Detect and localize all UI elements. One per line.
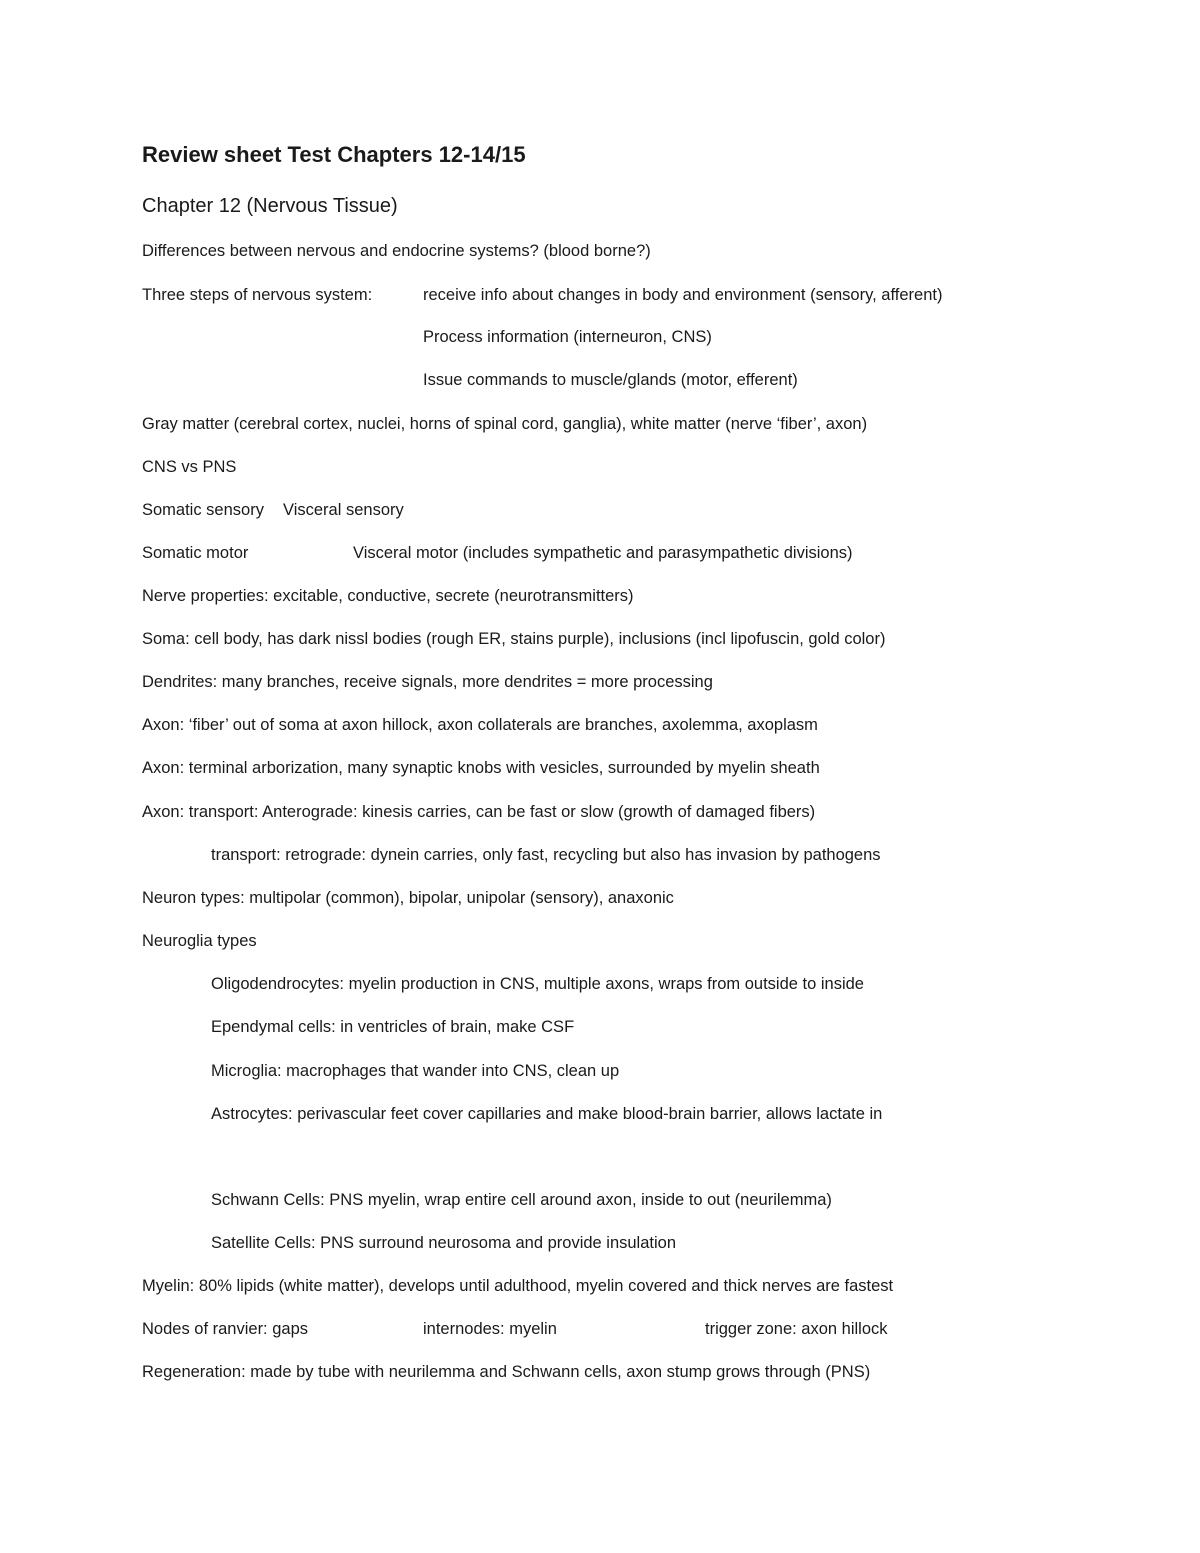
text-line: receive info about changes in body and environment (sensory, afferent) [423, 286, 943, 304]
text-line: transport: retrograde: dynein carries, only fast, recycling but also has invasion by pathogens [211, 846, 881, 864]
text-line: Visceral sensory [283, 501, 404, 519]
text-line: Axon: terminal arborization, many synaptic knobs with vesicles, surrounded by myelin sheath [142, 759, 820, 777]
text-line: CNS vs PNS [142, 458, 237, 476]
text-line: Gray matter (cerebral cortex, nuclei, horns of spinal cord, ganglia), white matter (nerve ‘fiber’, axon) [142, 415, 868, 433]
text-line: Axon: ‘fiber’ out of soma at axon hillock, axon collaterals are branches, axolemma, axoplasm [142, 716, 818, 734]
text-line: Astrocytes: perivascular feet cover capillaries and make blood-brain barrier, allows lactate in [211, 1105, 883, 1123]
text-line: Microglia: macrophages that wander into CNS, clean up [211, 1062, 620, 1080]
text-line: Axon: transport: Anterograde: kinesis carries, can be fast or slow (growth of damaged fibers) [142, 803, 816, 821]
text-line: Ependymal cells: in ventricles of brain, make CSF [211, 1018, 575, 1036]
chapter-heading: Chapter 12 (Nervous Tissue) [142, 195, 398, 217]
text-line: Somatic sensory [142, 501, 264, 519]
text-line: Satellite Cells: PNS surround neurosoma and provide insulation [211, 1234, 677, 1252]
text-line: Issue commands to muscle/glands (motor, efferent) [423, 371, 798, 389]
text-line: Neuroglia types [142, 932, 257, 950]
text-line: trigger zone: axon hillock [705, 1320, 888, 1338]
text-line: Myelin: 80% lipids (white matter), develops until adulthood, myelin covered and thick nerves are fastest [142, 1277, 894, 1295]
text-line: Regeneration: made by tube with neurilemma and Schwann cells, axon stump grows through (PNS) [142, 1363, 871, 1381]
text-line: Oligodendrocytes: myelin production in CNS, multiple axons, wraps from outside to inside [211, 975, 864, 993]
text-line: Visceral motor (includes sympathetic and parasympathetic divisions) [353, 544, 853, 562]
text-line: Dendrites: many branches, receive signals, more dendrites = more processing [142, 673, 713, 691]
text-line: Neuron types: multipolar (common), bipolar, unipolar (sensory), anaxonic [142, 889, 674, 907]
text-line: Somatic motor [142, 544, 249, 562]
text-line: Nodes of ranvier: gaps [142, 1320, 309, 1338]
text-line: Differences between nervous and endocrine systems? (blood borne?) [142, 242, 651, 260]
text-line: Three steps of nervous system: [142, 286, 373, 304]
text-line: internodes: myelin [423, 1320, 557, 1338]
text-line: Soma: cell body, has dark nissl bodies (rough ER, stains purple), inclusions (incl lipofuscin, gold color) [142, 630, 886, 648]
document-title: Review sheet Test Chapters 12-14/15 [142, 142, 526, 167]
text-line: Nerve properties: excitable, conductive, secrete (neurotransmitters) [142, 587, 634, 605]
text-line: Schwann Cells: PNS myelin, wrap entire cell around axon, inside to out (neurilemma) [211, 1191, 832, 1209]
text-line: Process information (interneuron, CNS) [423, 328, 712, 346]
